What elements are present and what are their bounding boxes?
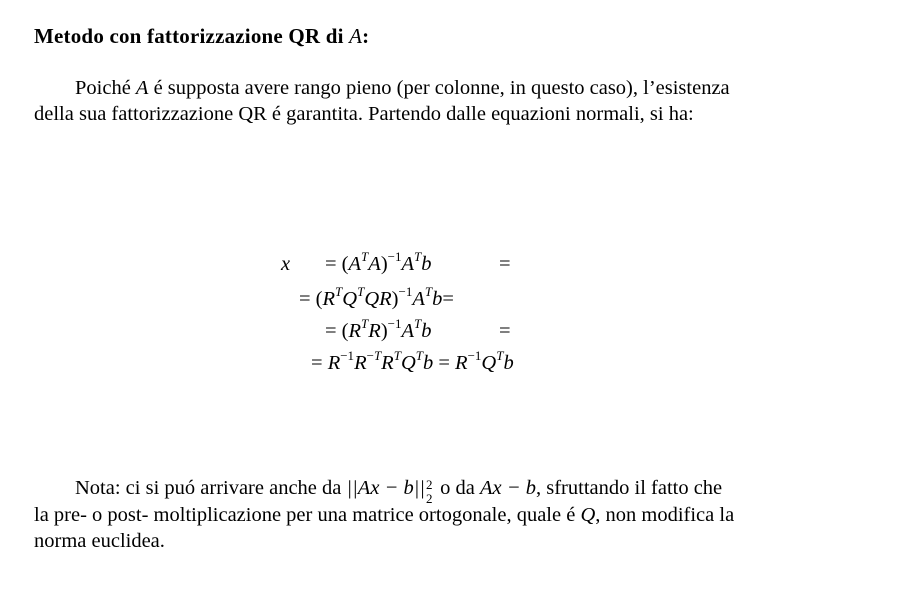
norm-sup: 2	[426, 477, 433, 492]
eq-trail: =	[499, 320, 511, 342]
eq-rhs: = $(A^TA)^{-1}A^Tb$	[325, 249, 432, 275]
section-heading	[34, 24, 369, 49]
eq-lhs: x	[281, 253, 291, 275]
text: o da	[435, 477, 481, 499]
eq-rhs: = $R^{-1}R^{-T}R^TQ^Tb = R^{-1}Q^Tb$	[311, 348, 514, 374]
paragraph2-line1	[75, 475, 723, 506]
norm-expression: ||Ax − b||	[346, 477, 426, 499]
equation-line-3	[325, 316, 511, 344]
equation-line-1	[281, 249, 511, 277]
text: Poiché	[75, 77, 136, 99]
text: , sfruttando il fatto che	[536, 477, 723, 499]
paragraph1-line2: della sua fattorizzazione QR é garantita. Partendo dalle equazioni normali, si ha:	[34, 103, 694, 125]
text: Nota: ci si puó arrivare anche da	[75, 477, 347, 499]
paragraph2-line2	[34, 502, 734, 528]
norm-sub: 2	[426, 491, 433, 506]
text: la pre- o post- moltiplicazione per una matrice ortogonale, quale é	[34, 504, 581, 526]
heading-suffix: :	[362, 24, 370, 48]
heading-text: Metodo con fattorizzazione QR di	[34, 24, 350, 48]
heading-var: A	[349, 24, 363, 48]
text: é supposta avere rango pieno (per colonne, in questo caso), l’esistenza	[148, 77, 730, 99]
eq-trail: =	[499, 253, 511, 275]
eq-rhs: = $(R^TQ^TQR)^{-1}A^Tb=$	[299, 284, 454, 310]
paragraph2-line3: norma euclidea.	[34, 530, 165, 552]
math-expr: Ax − b	[480, 477, 536, 499]
paragraph1-line1	[75, 75, 730, 101]
norm-indices	[425, 477, 435, 506]
text: , non modifica la	[595, 504, 735, 526]
equation-line-4	[311, 350, 514, 376]
equation-line-2	[299, 286, 454, 312]
math-var: A	[135, 77, 149, 99]
math-var: Q	[580, 504, 596, 526]
eq-rhs: = $(R^TR)^{-1}A^Tb$	[325, 316, 432, 342]
